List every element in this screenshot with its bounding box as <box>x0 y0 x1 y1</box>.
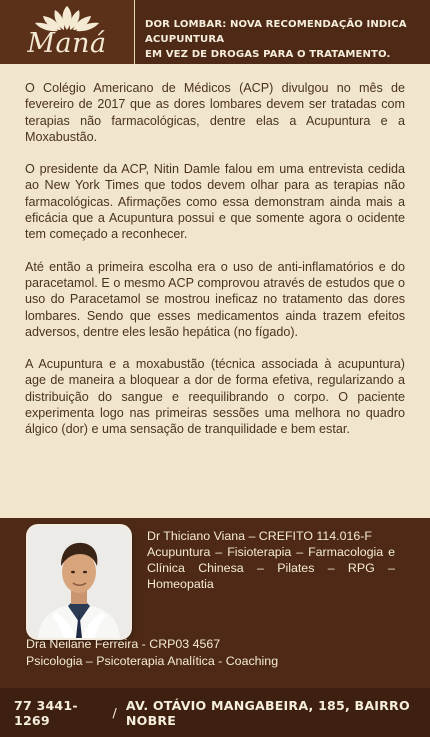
address: AV. OTÁVIO MANGABEIRA, 185, BAIRRO NOBRE <box>125 697 410 728</box>
logo <box>0 0 135 64</box>
header-banner <box>0 0 430 64</box>
article-paragraph: O Colégio Americano de Médicos (ACP) divulgou no mês de fevereiro de 2017 que as dores lombares devem ser tratadas com terapias não farmacológicas, dentre elas a Acupuntura e a Moxabustão. <box>25 81 405 144</box>
professionals-section <box>0 518 430 688</box>
headline-line-2: EM VEZ DE DROGAS PARA O TRATAMENTO. <box>145 49 391 60</box>
psychologist-specialties: Psicologia – Psicoterapia Analítica - Coaching <box>26 654 279 668</box>
brand-name: Maná <box>27 28 107 59</box>
article-paragraph: Até então a primeira escolha era o uso de anti-inflamatórios e do paracetamol. E o mesmo ACP comprovou através de estudos que o uso do Paracetamol se mostrou ineficaz no tratamento das dores lombares. Sendo que esses medicamentos ainda trazem efeitos adversos, dentre eles lesão hepática (no fígado). <box>25 259 405 339</box>
article-body <box>25 80 405 454</box>
contact-separator: / <box>112 705 117 720</box>
contact-bar <box>0 688 430 737</box>
doctor-specialties: Acupuntura – Fisioterapia – Farmacologia e Clínica Chinesa – Pilates – RPG – Homeopatia <box>147 545 395 591</box>
headline <box>145 17 425 62</box>
headline-line-1: DOR LOMBAR: NOVA RECOMENDAÇÃO INDICA ACUPUNTURA <box>145 19 407 45</box>
article-paragraph: O presidente da ACP, Nitin Damle falou em uma entrevista cedida ao New York Times que todos devem olhar para as terapias não farmacológicas. Afirmações como essa demonstram ainda mais a eficácia que a Acupuntura possui e que somente agora o ocidente tem começado a reconhecer. <box>25 162 405 242</box>
doctor-name: Dr Thiciano Viana – CREFITO 114.016-F <box>147 529 372 543</box>
doctor-info <box>147 528 395 592</box>
doctor-photo <box>28 526 130 638</box>
article-paragraph: A Acupuntura e a moxabustão (técnica associada à acupuntura) age de maneira a bloquear a dor de forma efetiva, regularizando a distribuição do sangue e reequilibrando o corpo. O paciente experimenta logo nas primeiras sessões uma melhora no quadro álgico (dor) e uma sensação de tranquilidade e bem estar. <box>25 357 405 437</box>
phone-number: 77 3441-1269 <box>14 697 78 728</box>
psychologist-info <box>26 636 406 670</box>
doctor-portrait-icon <box>28 526 130 638</box>
psychologist-name: Dra Neilane Ferreira - CRP03 4567 <box>26 637 221 651</box>
